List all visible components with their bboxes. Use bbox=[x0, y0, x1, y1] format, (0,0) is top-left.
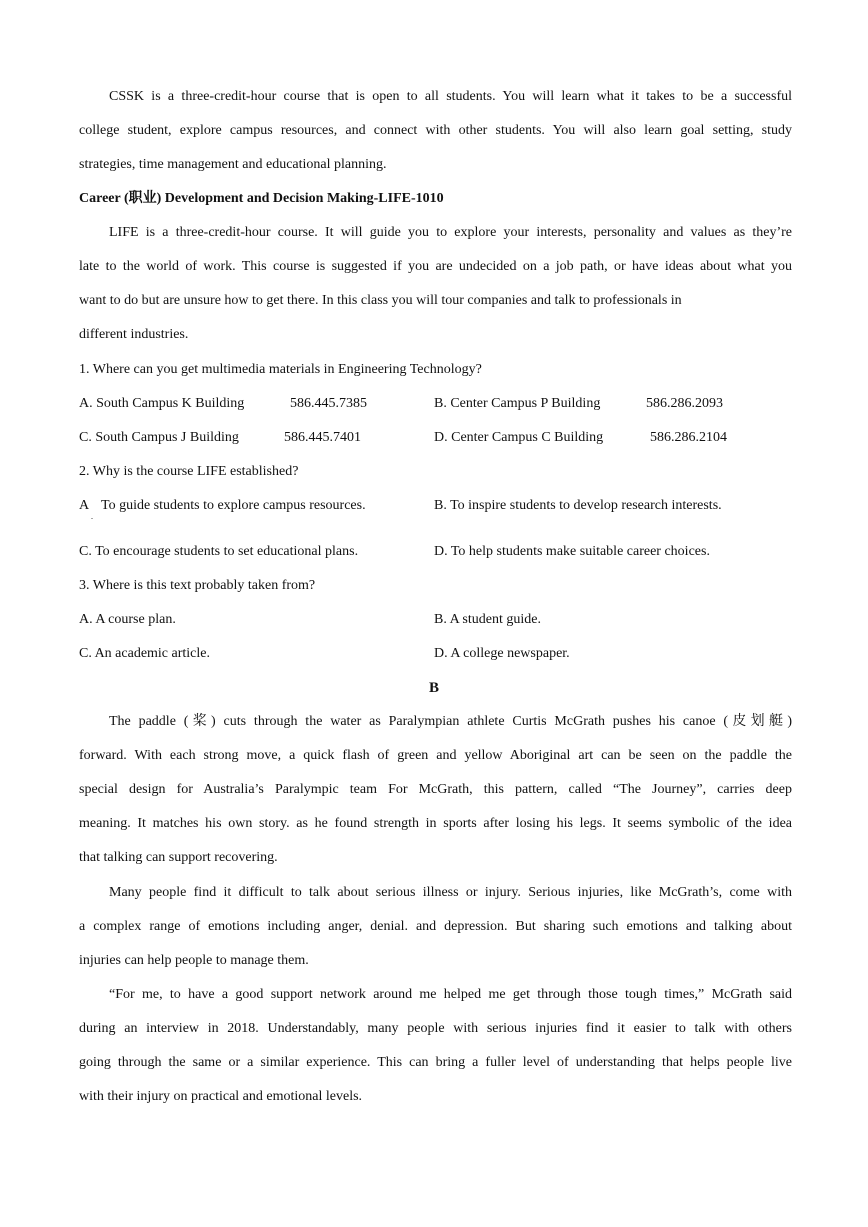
option-text: To guide students to explore campus resources. bbox=[101, 498, 366, 513]
section-b-heading: B bbox=[428, 680, 439, 696]
passage-b-line: a complex range of emotions including anger, denial. and depression. But sharing such emotions and talking about bbox=[79, 919, 792, 934]
option-label: C. South Campus J Building bbox=[79, 430, 239, 445]
passage-b-line: “For me, to have a good support network around me helped me get through those tough times,” McGrath said bbox=[109, 987, 792, 1002]
life-course-heading: Career (职业) Development and Decision Making-LIFE-1010 bbox=[79, 191, 444, 206]
option-label: A. South Campus K Building bbox=[79, 396, 245, 411]
passage-b-line: during an interview in 2018. Understandably, many people with serious injuries find it easier to talk with others bbox=[79, 1021, 792, 1036]
question-2-option-b: B. To inspire students to develop research interests. bbox=[434, 498, 722, 513]
question-2-option-c: C. To encourage students to set educational plans. bbox=[79, 544, 359, 559]
passage-b-line: going through the same or a similar experience. This can bring a fuller level of understanding that helps people live bbox=[79, 1055, 792, 1070]
passage-b-line: forward. With each strong move, a quick flash of green and yellow Aboriginal art can be seen on the paddle the bbox=[79, 748, 792, 763]
option-phone: 586.286.2093 bbox=[646, 396, 723, 411]
question-3-option-b: B. A student guide. bbox=[434, 612, 541, 627]
passage-b-line: meaning. It matches his own story. as he found strength in sports after losing his legs. It seems symbolic of the idea bbox=[79, 816, 792, 831]
option-phone: 586.286.2104 bbox=[650, 430, 727, 445]
option-phone: 586.445.7401 bbox=[284, 430, 361, 445]
question-3-option-d: D. A college newspaper. bbox=[434, 646, 570, 661]
question-1-option-d bbox=[434, 428, 727, 448]
passage-b-line: that talking can support recovering. bbox=[79, 850, 278, 865]
passage-b-line: Many people find it difficult to talk about serious illness or injury. Serious injuries, like McGrath’s, come with bbox=[109, 885, 792, 900]
cssk-paragraph-line: CSSK is a three-credit-hour course that is open to all students. You will learn what it takes to be a successful bbox=[109, 89, 792, 104]
question-3-option-c: C. An academic article. bbox=[79, 646, 210, 661]
question-2-option-d: D. To help students make suitable career choices. bbox=[434, 544, 710, 559]
cssk-paragraph-line: college student, explore campus resources, and connect with other students. You will also learn goal setting, study bbox=[79, 123, 792, 138]
option-label: D. Center Campus C Building bbox=[434, 430, 604, 445]
passage-b-line: injuries can help people to manage them. bbox=[79, 953, 309, 968]
question-1-option-c bbox=[79, 428, 361, 448]
option-phone: 586.445.7385 bbox=[290, 396, 367, 411]
life-paragraph-line: LIFE is a three-credit-hour course. It will guide you to explore your interests, personality and values as they’re bbox=[109, 225, 792, 240]
question-3-stem: 3. Where is this text probably taken from? bbox=[79, 578, 316, 593]
option-label: A bbox=[79, 498, 90, 513]
question-3-option-a: A. A course plan. bbox=[79, 612, 176, 627]
passage-b-line: with their injury on practical and emotional levels. bbox=[79, 1089, 363, 1104]
question-2-option-a bbox=[79, 496, 366, 521]
cssk-paragraph-line: strategies, time management and educational planning. bbox=[79, 157, 387, 172]
life-paragraph-line: different industries. bbox=[79, 327, 189, 342]
passage-b-line: The paddle (桨) cuts through the water as Paralympian athlete Curtis McGrath pushes his canoe (皮划艇) bbox=[109, 714, 792, 729]
passage-b-line: special design for Australia’s Paralympic team For McGrath, this pattern, called “The Journey”, carries deep bbox=[79, 782, 792, 797]
question-1-option-a bbox=[79, 394, 367, 414]
question-1-option-b bbox=[434, 394, 723, 414]
option-dot: . bbox=[91, 512, 93, 521]
life-paragraph-line: late to the world of work. This course is suggested if you are undecided on a job path, or have ideas about what you bbox=[79, 259, 792, 274]
question-1-stem: 1. Where can you get multimedia materials in Engineering Technology? bbox=[79, 362, 482, 377]
life-paragraph-line: want to do but are unsure how to get there. In this class you will tour companies and talk to professionals in bbox=[79, 293, 682, 308]
option-label: B. Center Campus P Building bbox=[434, 396, 601, 411]
question-2-stem: 2. Why is the course LIFE established? bbox=[79, 464, 299, 479]
